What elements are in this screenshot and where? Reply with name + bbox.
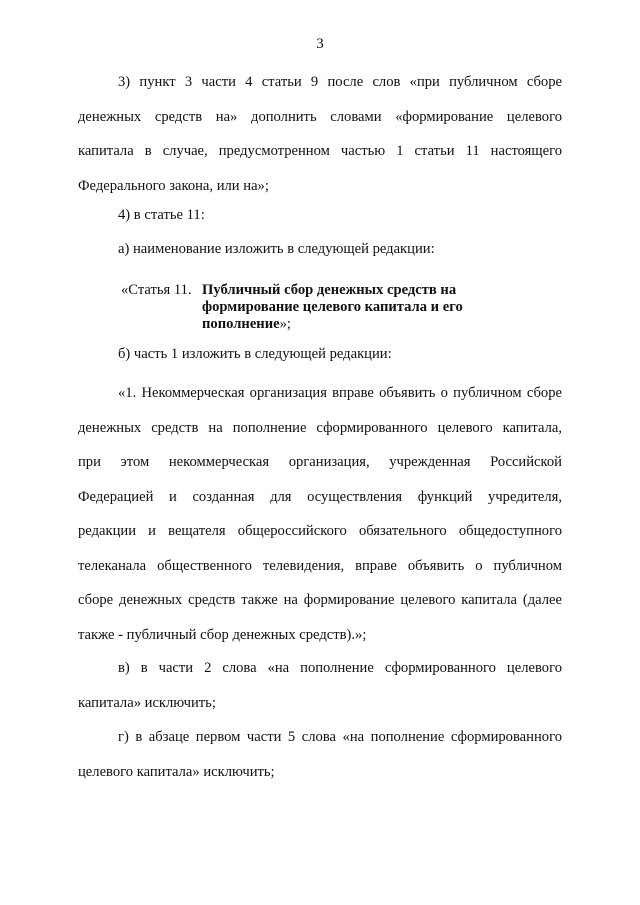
paragraph-item-3 — [78, 65, 562, 203]
paragraph-item-g — [78, 720, 562, 789]
paragraph-part-1 — [78, 376, 562, 652]
article-title-end: »; — [279, 316, 291, 332]
text-line: сборе денежных средств также на формирование целевого капитала (далее — [78, 592, 562, 608]
text-line: «1. Некоммерческая организация вправе объявить о публичном сборе — [118, 385, 562, 401]
article-title-line — [202, 316, 291, 333]
article-title-line: Публичный сбор денежных средств на — [202, 282, 457, 298]
text-line: в) в части 2 слова «на пополнение сформированного целевого — [118, 660, 562, 676]
paragraph-item-a: а) наименование изложить в следующей редакции: — [118, 241, 435, 257]
text-line: капитала в случае, предусмотренном частью 1 статьи 11 настоящего — [78, 143, 562, 159]
article-title-last: пополнение — [202, 316, 280, 332]
text-line: при этом некоммерческая организация, учрежденная Российской — [78, 454, 562, 470]
text-line: целевого капитала» исключить; — [78, 763, 275, 780]
paragraph-item-4: 4) в статье 11: — [118, 207, 205, 223]
text-line: Федерального закона, или на»; — [78, 177, 269, 194]
text-line: г) в абзаце первом части 5 слова «на пополнение сформированного — [118, 729, 562, 745]
paragraph-item-v — [78, 651, 562, 720]
text-line: Федерацией и созданная для осуществления функций учредителя, — [78, 488, 562, 505]
article-prefix: «Статья 11. — [121, 282, 192, 298]
paragraph-item-b: б) часть 1 изложить в следующей редакции: — [118, 346, 392, 362]
text-line: телеканала общественного телевидения, вправе объявить о публичном — [78, 557, 562, 574]
text-line: также - публичный сбор денежных средств).»; — [78, 626, 367, 643]
page-number: 3 — [316, 36, 324, 52]
text-line: 3) пункт 3 части 4 статьи 9 после слов «при публичном сборе — [118, 74, 562, 90]
text-line: капитала» исключить; — [78, 694, 216, 711]
text-line: денежных средств на пополнение сформированного целевого капитала, — [78, 419, 562, 436]
article-title-line: формирование целевого капитала и его — [202, 299, 463, 315]
text-line: денежных средств на» дополнить словами «формирование целевого — [78, 108, 562, 125]
text-line: редакции и вещателя общероссийского обязательного общедоступного — [78, 523, 562, 539]
